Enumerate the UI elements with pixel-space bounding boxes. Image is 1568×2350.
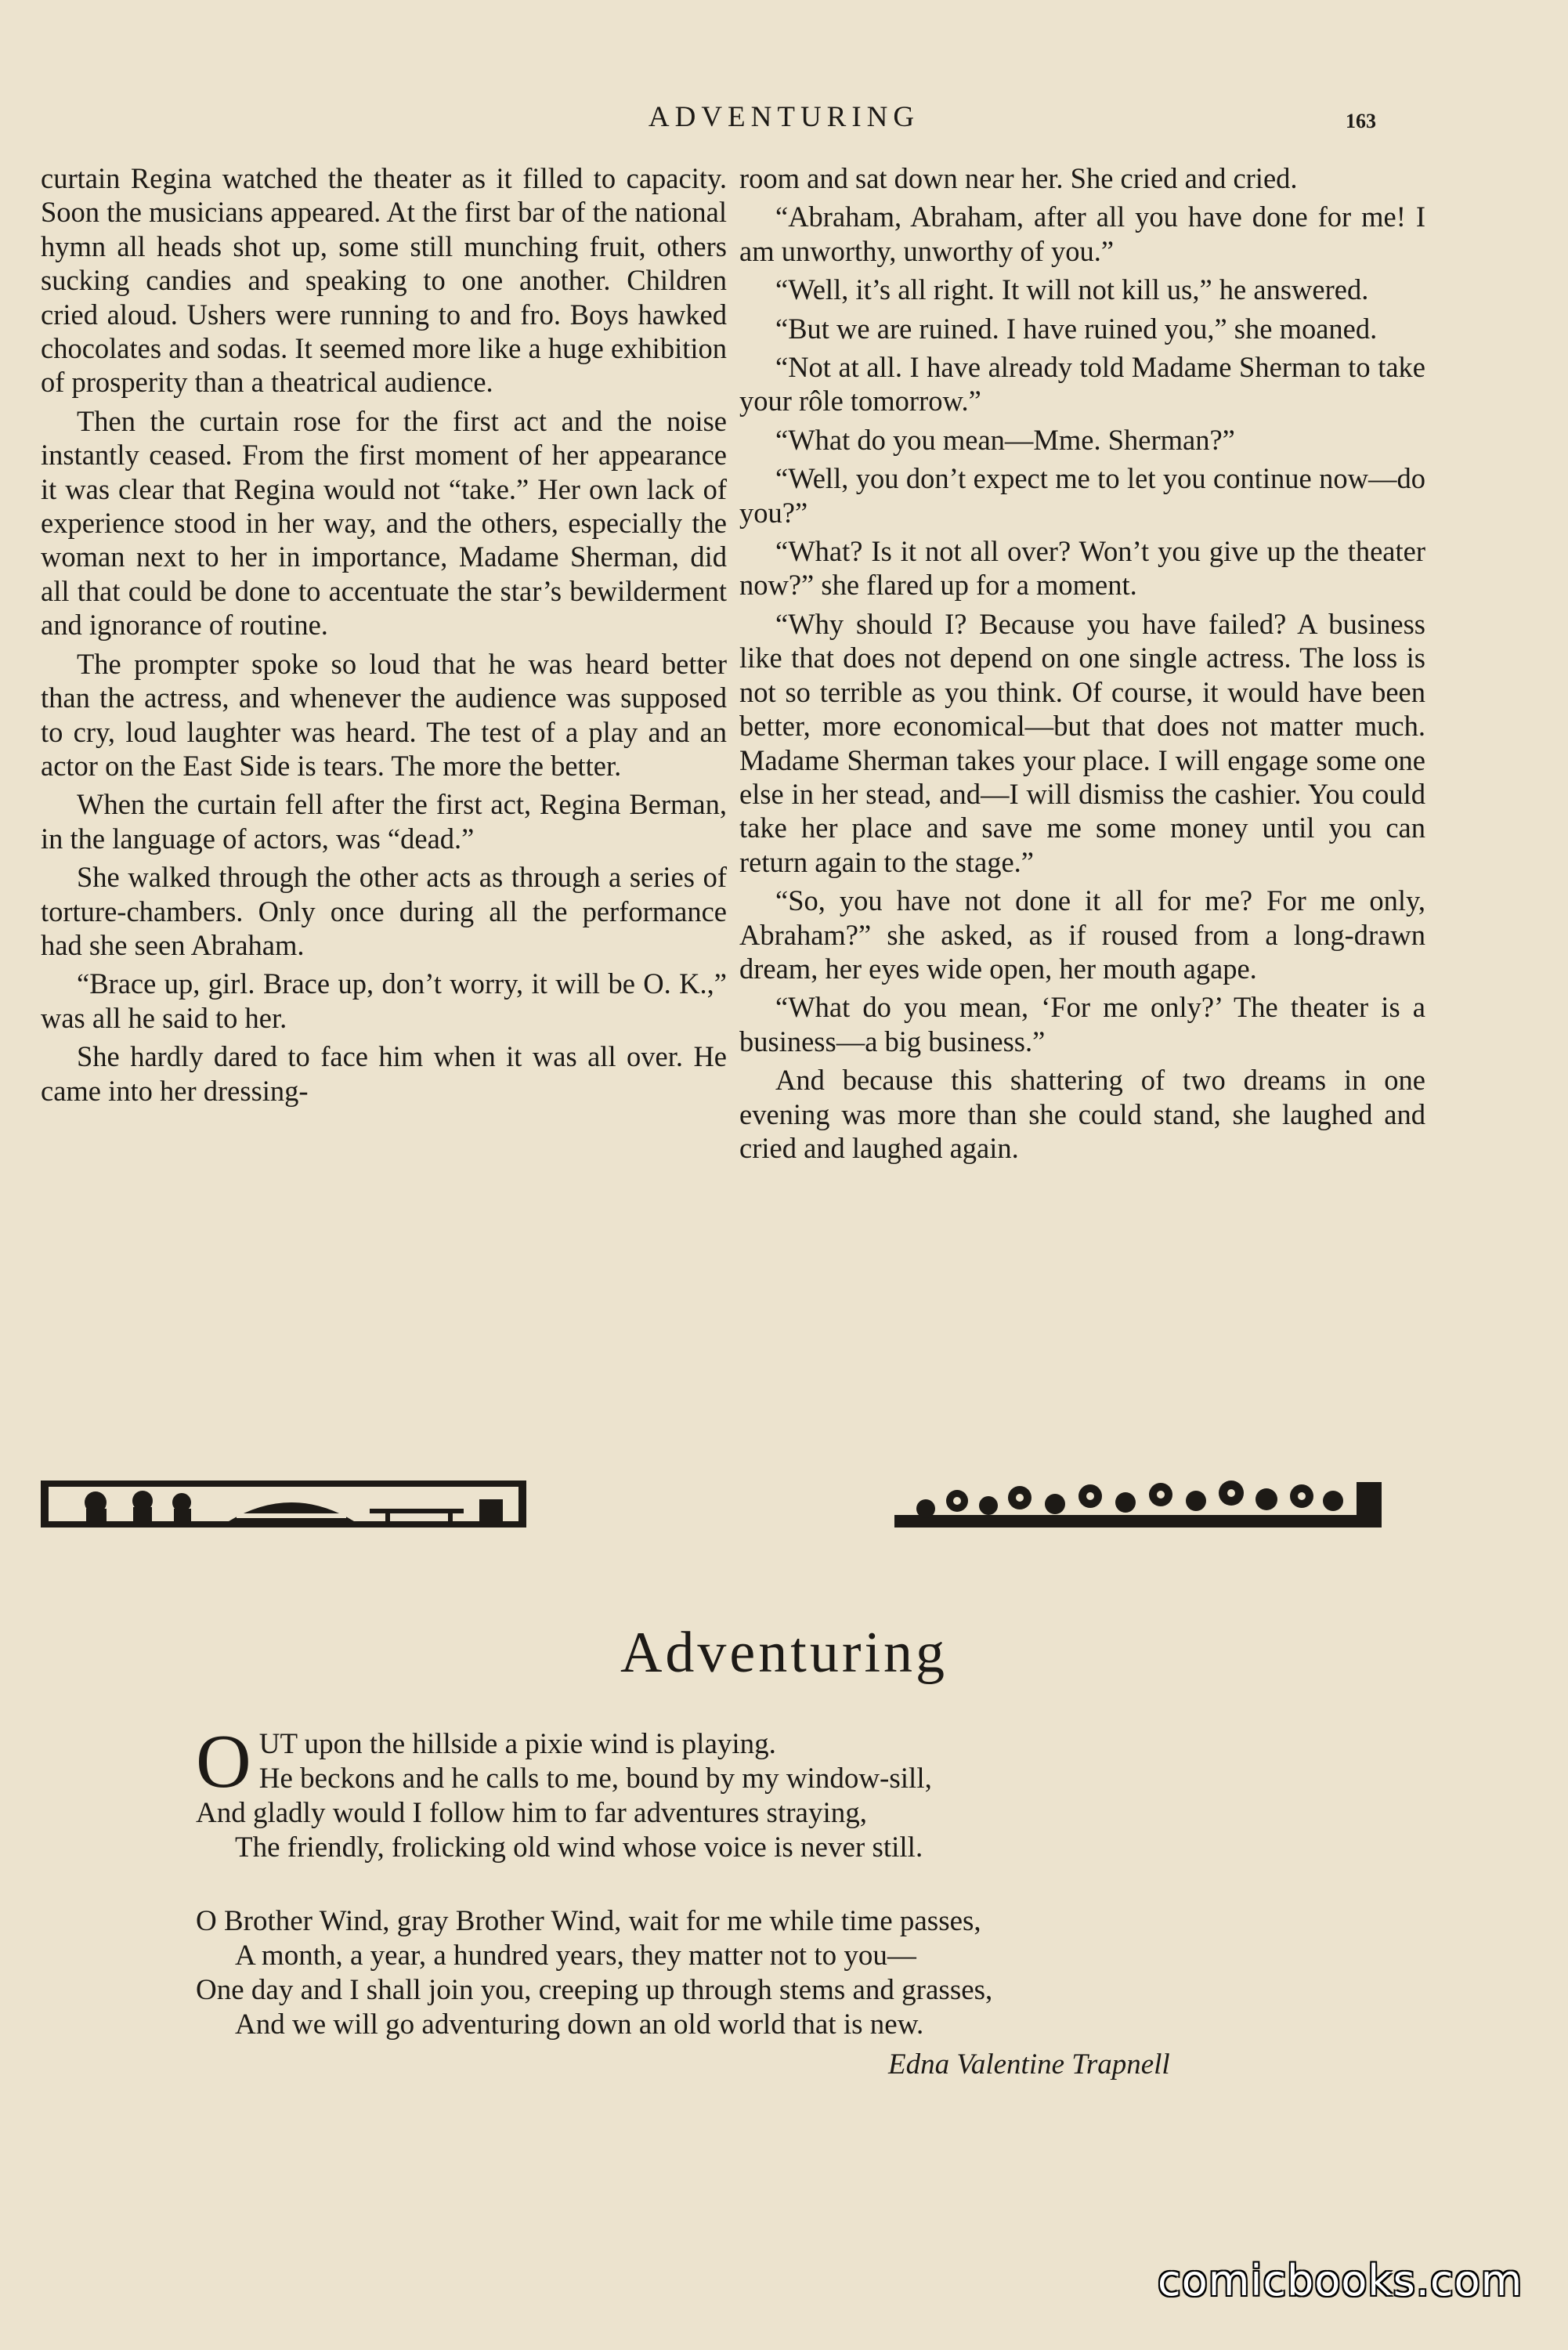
story-paragraph: The prompter spoke so loud that he was heard better than the actress, and whenever the audience was supposed to cry, loud laughter was heard. The test of a play and an actor on the East Side is tears. The more the better.: [41, 647, 727, 782]
theater-ornament-icon: [41, 1477, 526, 1532]
poem-line: And gladly would I follow him to far adventures straying,: [196, 1797, 867, 1829]
poem-line: A month, a year, a hundred years, they matter not to you—: [235, 1940, 916, 1972]
story-paragraph: “So, you have not done it all for me? For me only, Abraham?” she asked, as if roused from a long-drawn dream, her eyes wide open, her mouth agape.: [739, 884, 1425, 985]
story-paragraph: “But we are ruined. I have ruined you,” she moaned.: [775, 312, 1378, 345]
story-paragraph: curtain Regina watched the theater as it filled to capacity. Soon the musicians appeared. At the first bar of the national hymn all heads shot up, some still munching fruit, others sucking candies and speaking to one another. Children cried aloud. Ushers were running to and fro. Boys hawked chocolates and sodas. It seemed more like a huge exhibition of prosperity than a theatrical audience.: [41, 162, 727, 399]
story-paragraph: “Well, it’s all right. It will not kill us,” he answered.: [775, 273, 1369, 306]
poem-line: He beckons and he calls to me, bound by my window-sill,: [258, 1762, 932, 1795]
page-number: 163: [1346, 110, 1376, 132]
story-paragraph: When the curtain fell after the first act, Regina Berman, in the language of actors, was “dead.”: [41, 788, 727, 855]
story-paragraph: She walked through the other acts as through a series of torture-chambers. Only once during all the performance had she seen Abraham.: [41, 861, 727, 961]
story-paragraph: “What? Is it not all over? Won’t you give up the theater now?” she flared up for a moment.: [739, 535, 1425, 602]
site-watermark: comicbooks.com: [1158, 2256, 1523, 2305]
story-right-column: [739, 161, 1425, 1170]
story-left-column: [41, 161, 727, 1112]
poem-line: The friendly, frolicking old wind whose voice is never still.: [235, 1831, 923, 1864]
story-paragraph: And because this shattering of two dreams in one evening was more than she could stand, she laughed and cried and laughed again.: [739, 1064, 1425, 1164]
poem-author: Edna Valentine Trapnell: [888, 2048, 1170, 2081]
story-paragraph: “Well, you don’t expect me to let you continue now—do you?”: [739, 462, 1425, 529]
poem-stanza: [196, 1904, 1339, 2042]
drop-cap: O: [196, 1719, 251, 1804]
poem-stanza: [196, 1719, 1339, 1865]
poem-title: Adventuring: [620, 1621, 948, 1685]
poem-line: One day and I shall join you, creeping up through stems and grasses,: [196, 1974, 993, 2006]
story-paragraph: Then the curtain rose for the first act and the noise instantly ceased. From the first moment of her appearance it was clear that Regina would not “take.” Her own lack of experience stood in her way, and the others, especially the woman next to her in importance, Madame Sherman, did all that could be done to accentuate the star’s bewilderment and ignorance of routine.: [41, 404, 727, 642]
flowers-ornament-icon: [894, 1477, 1382, 1532]
story-paragraph: “Why should I? Because you have failed? A business like that does not depend on one single actress. The loss is not so terrible as you think. Of course, it would have been better, more economical—but that does not matter much. Madame Sherman takes your place. I will engage some one else in her stead, and—I will dismiss the cashier. You could take her place and save me some money until you can return again to the stage.”: [739, 607, 1425, 878]
story-paragraph: “Not at all. I have already told Madame Sherman to take your rôle tomorrow.”: [739, 351, 1425, 418]
story-paragraph: “Brace up, girl. Brace up, don’t worry, it will be O. K.,” was all he said to her.: [41, 967, 727, 1034]
running-title: ADVENTURING: [648, 101, 920, 133]
story-paragraph: “What do you mean—Mme. Sherman?”: [775, 423, 1235, 456]
poem-line: UT upon the hillside a pixie wind is playing.: [258, 1728, 776, 1760]
story-paragraph: “What do you mean, ‘For me only?’ The theater is a business—a big business.”: [739, 991, 1425, 1058]
poem-line: O Brother Wind, gray Brother Wind, wait for me while time passes,: [196, 1905, 981, 1937]
story-paragraph: room and sat down near her. She cried and cried.: [739, 162, 1298, 194]
poem-body: [196, 1719, 1339, 2081]
story-paragraph: “Abraham, Abraham, after all you have done for me! I am unworthy, unworthy of you.”: [739, 201, 1425, 267]
story-paragraph: She hardly dared to face him when it was all over. He came into her dressing-: [41, 1040, 727, 1107]
poem-line: And we will go adventuring down an old world that is new.: [235, 2008, 924, 2041]
